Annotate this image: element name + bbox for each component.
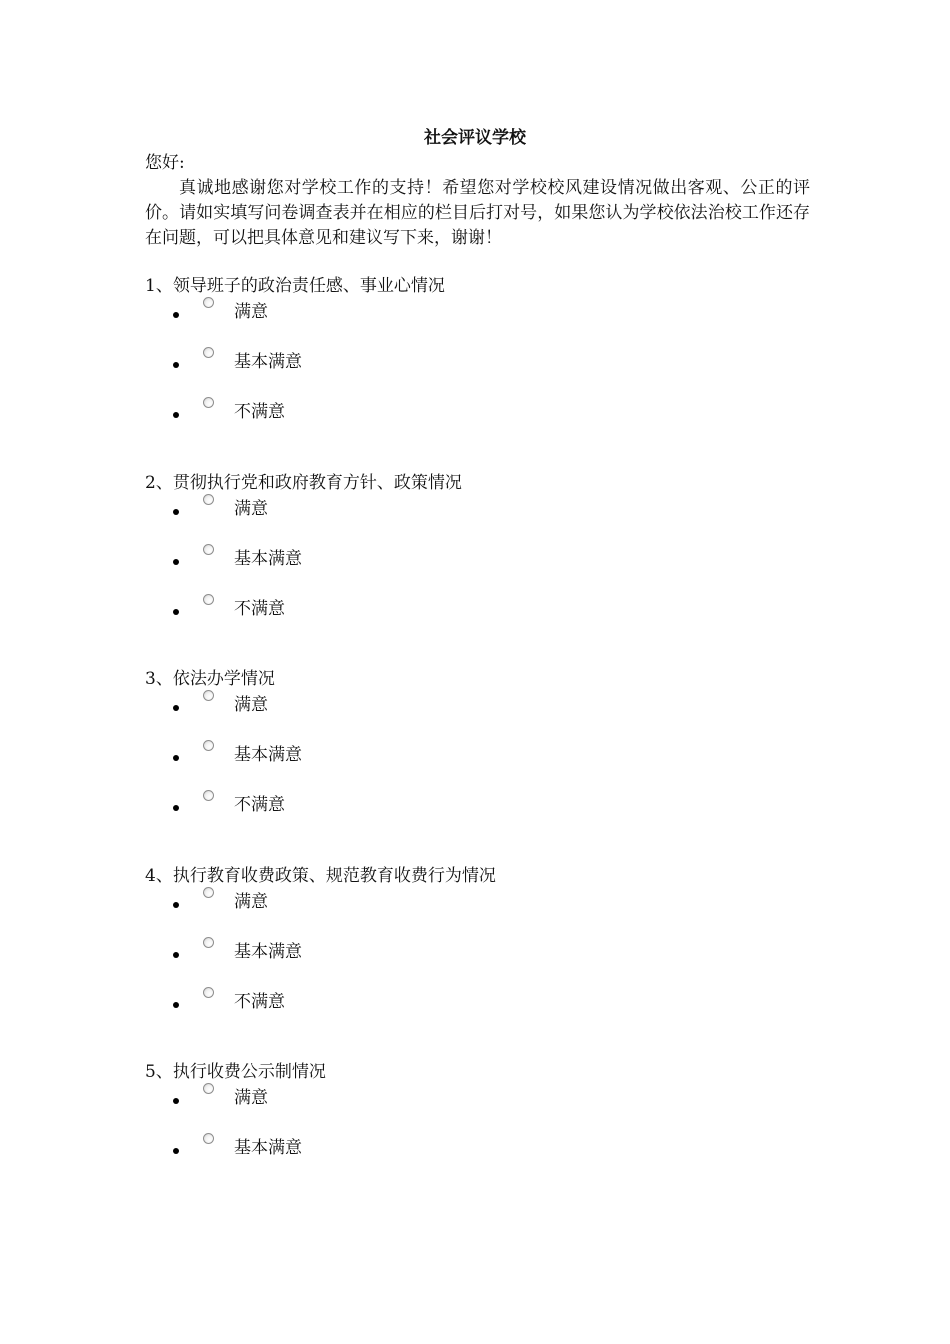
bullet-icon <box>173 705 179 711</box>
option-label: 不满意 <box>234 992 285 1012</box>
question-text: 4、执行教育收费政策、规范教育收费行为情况 <box>145 866 496 886</box>
question-text: 2、贯彻执行党和政府教育方针、政策情况 <box>145 473 462 493</box>
question-text: 3、依法办学情况 <box>145 669 275 689</box>
option-item <box>145 690 845 740</box>
radio-button[interactable] <box>203 987 214 998</box>
option-item <box>145 937 845 987</box>
option-list <box>145 887 845 1037</box>
bullet-icon <box>173 609 179 615</box>
bullet-icon <box>173 362 179 368</box>
radio-button[interactable] <box>203 297 214 308</box>
option-item <box>145 297 845 347</box>
radio-button[interactable] <box>203 544 214 555</box>
radio-button[interactable] <box>203 397 214 408</box>
bullet-icon <box>173 902 179 908</box>
option-item <box>145 1083 845 1133</box>
option-label: 满意 <box>234 302 268 322</box>
option-item <box>145 1133 845 1183</box>
question-5 <box>145 1061 845 1183</box>
option-item <box>145 494 845 544</box>
option-label: 基本满意 <box>234 549 302 569</box>
radio-button[interactable] <box>203 690 214 701</box>
option-label: 基本满意 <box>234 1138 302 1158</box>
option-label: 基本满意 <box>234 352 302 372</box>
radio-button[interactable] <box>203 1133 214 1144</box>
option-item <box>145 544 845 594</box>
bullet-icon <box>173 805 179 811</box>
radio-button[interactable] <box>203 347 214 358</box>
option-label: 满意 <box>234 499 268 519</box>
bullet-icon <box>173 412 179 418</box>
option-label: 不满意 <box>234 599 285 619</box>
option-item <box>145 397 845 447</box>
question-text: 5、执行收费公示制情况 <box>145 1062 326 1082</box>
option-item <box>145 887 845 937</box>
option-list <box>145 297 845 447</box>
bullet-icon <box>173 1098 179 1104</box>
option-label: 基本满意 <box>234 745 302 765</box>
option-label: 不满意 <box>234 402 285 422</box>
question-3 <box>145 668 845 840</box>
option-list <box>145 1083 845 1183</box>
greeting-text: 您好: <box>145 153 185 173</box>
intro-paragraph: 真诚地感谢您对学校工作的支持！希望您对学校校风建设情况做出客观、公正的评价。请如实填写问卷调查表并在相应的栏目后打对号，如果您认为学校依法治校工作还存在问题，可以把具体意见和建议写下来，谢谢！ <box>145 178 810 248</box>
option-label: 不满意 <box>234 795 285 815</box>
page-title: 社会评议学校 <box>424 128 526 148</box>
bullet-icon <box>173 755 179 761</box>
radio-button[interactable] <box>203 740 214 751</box>
option-item <box>145 740 845 790</box>
bullet-icon <box>173 509 179 515</box>
question-1 <box>145 275 845 447</box>
option-list <box>145 690 845 840</box>
radio-button[interactable] <box>203 790 214 801</box>
option-list <box>145 494 845 644</box>
option-label: 满意 <box>234 695 268 715</box>
bullet-icon <box>173 559 179 565</box>
radio-button[interactable] <box>203 594 214 605</box>
radio-button[interactable] <box>203 1083 214 1094</box>
bullet-icon <box>173 952 179 958</box>
option-label: 满意 <box>234 1088 268 1108</box>
radio-button[interactable] <box>203 887 214 898</box>
bullet-icon <box>173 1148 179 1154</box>
option-item <box>145 790 845 840</box>
option-label: 基本满意 <box>234 942 302 962</box>
bullet-icon <box>173 312 179 318</box>
question-4 <box>145 865 845 1037</box>
option-item <box>145 987 845 1037</box>
option-item <box>145 347 845 397</box>
radio-button[interactable] <box>203 494 214 505</box>
question-text: 1、领导班子的政治责任感、事业心情况 <box>145 276 445 296</box>
question-2 <box>145 472 845 644</box>
option-item <box>145 594 845 644</box>
radio-button[interactable] <box>203 937 214 948</box>
option-label: 满意 <box>234 892 268 912</box>
bullet-icon <box>173 1002 179 1008</box>
